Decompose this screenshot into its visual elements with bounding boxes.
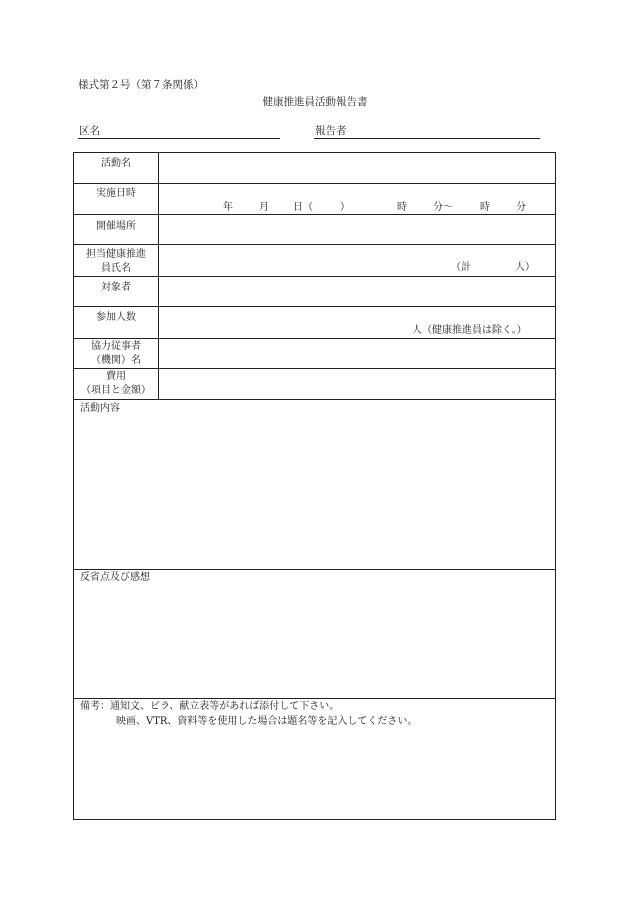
reporter-label: 報告者 (315, 125, 347, 137)
activity-name-label: 活動名 (101, 158, 131, 169)
reporter-input-line[interactable] (314, 138, 540, 139)
ward-label: 区名 (79, 125, 100, 137)
reflection-heading: 反省点及び感想 (80, 572, 150, 583)
section-divider (74, 698, 555, 699)
start-minute-unit: 分〜 (433, 202, 453, 213)
end-minute-unit: 分 (516, 202, 526, 213)
staff-field[interactable] (159, 245, 555, 276)
activity-content-field[interactable] (74, 419, 555, 569)
cost-label-line2: （項目と金額） (81, 385, 151, 396)
day-unit: 日（ (293, 202, 313, 213)
staff-label-line1: 担当健康推進 (86, 249, 146, 260)
remarks-line2: 映画、VTR、資料等を使用した場合は題名等を記入してください。 (116, 716, 418, 727)
report-form-table (73, 152, 556, 820)
end-hour-unit: 時 (480, 202, 490, 213)
cooperators-label-line2: （機関）名 (91, 355, 141, 366)
form-number: 様式第２号（第７条関係） (78, 79, 204, 91)
date-label: 実施日時 (96, 188, 136, 199)
cost-label-line1: 費用 (106, 371, 126, 382)
row-divider (74, 399, 555, 400)
participants-note: 人（健康推進員は除く。） (412, 325, 527, 336)
venue-field[interactable] (159, 215, 555, 244)
venue-label: 開催場所 (96, 221, 136, 232)
staff-total-open: （計 (451, 262, 471, 273)
activity-name-field[interactable] (159, 153, 555, 183)
staff-total-close: 人） (515, 262, 535, 273)
staff-label-line2: 員氏名 (101, 263, 131, 274)
remarks-field[interactable] (74, 733, 555, 819)
participants-field[interactable] (159, 307, 555, 338)
activity-content-heading: 活動内容 (80, 403, 120, 414)
target-label: 対象者 (101, 282, 131, 293)
year-unit: 年 (223, 202, 233, 213)
reflection-field[interactable] (74, 588, 555, 698)
section-divider (74, 569, 555, 570)
start-hour-unit: 時 (397, 202, 407, 213)
participants-label: 参加人数 (96, 312, 136, 323)
cooperators-field[interactable] (159, 339, 555, 368)
ward-input-line[interactable] (78, 138, 280, 139)
date-field[interactable] (159, 184, 555, 214)
cooperators-label-line1: 協力従事者 (91, 341, 141, 352)
weekday-close: ） (340, 202, 350, 213)
document-title: 健康推進員活動報告書 (262, 96, 368, 108)
target-field[interactable] (159, 277, 555, 306)
month-unit: 月 (259, 202, 269, 213)
remarks-line1: 備考：通知文、ビラ、献立表等があれば添付して下さい。 (80, 701, 340, 712)
cost-field[interactable] (159, 369, 555, 399)
